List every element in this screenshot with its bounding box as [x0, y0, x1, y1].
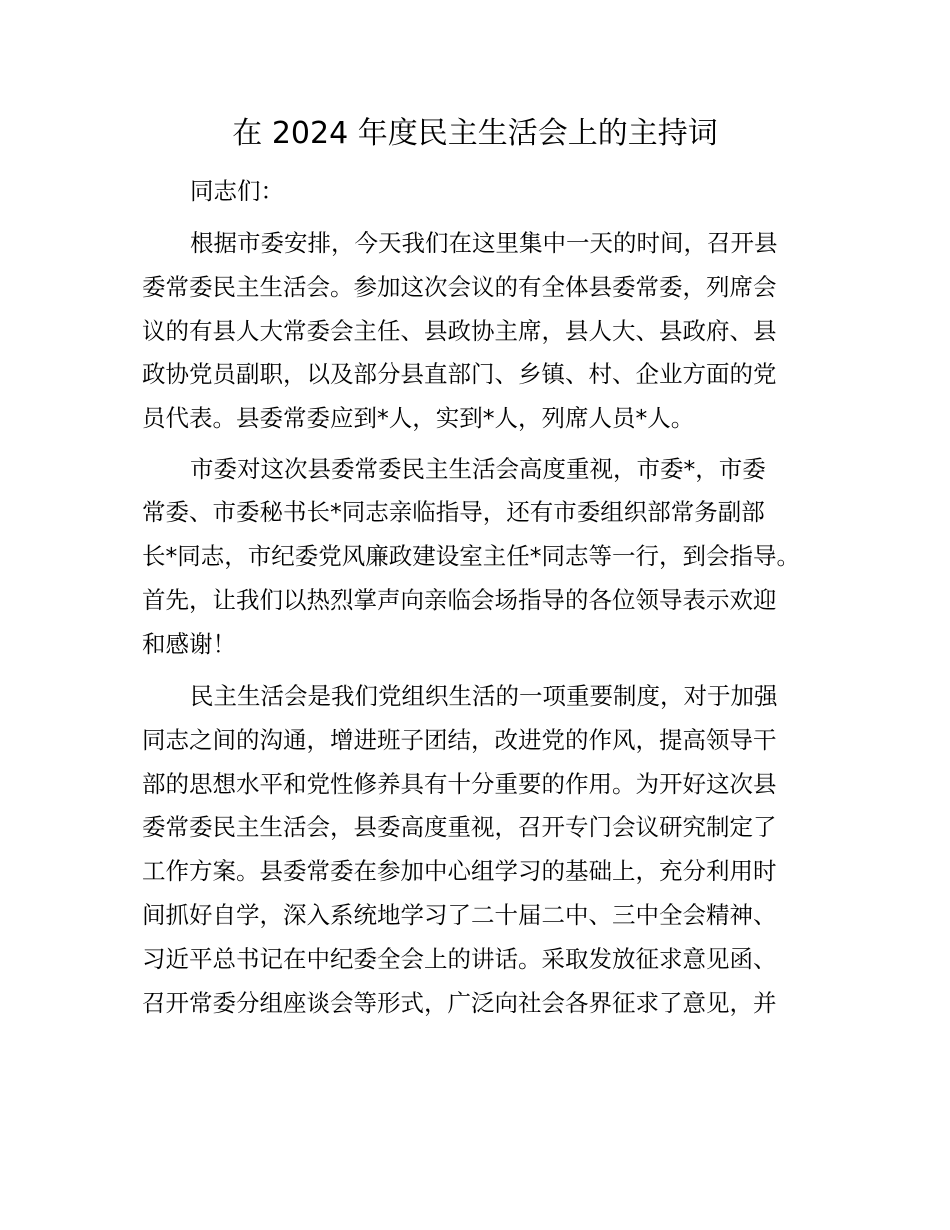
paragraph-2-line-5: 和感谢！ [142, 630, 236, 658]
paragraph-1-line-2: 委常委民主生活会。参加这次会议的有全体县委常委，列席会 [142, 273, 777, 301]
paragraph-1-line-3: 议的有县人大常委会主任、县政协主席，县人大、县政府、县 [142, 317, 777, 345]
paragraph-2-line-3: 长*同志，市纪委党风廉政建设室主任*同志等一行，到会指导。 [142, 542, 800, 570]
salutation: 同志们： [190, 177, 284, 205]
paragraph-3-line-4: 委常委民主生活会，县委高度重视，召开专门会议研究制定了 [142, 813, 777, 841]
paragraph-1-line-5: 员代表。县委常委应到*人，实到*人，列席人员*人。 [142, 404, 695, 432]
paragraph-3-line-8: 召开常委分组座谈会等形式，广泛向社会各界征求了意见，并 [142, 989, 777, 1017]
paragraph-3-line-2: 同志之间的沟通，增进班子团结，改进党的作风，提高领导干 [142, 726, 777, 754]
paragraph-3-line-6: 间抓好自学，深入系统地学习了二十届二中、三中全会精神、 [142, 901, 777, 929]
paragraph-3-line-3: 部的思想水平和党性修养具有十分重要的作用。为开好这次县 [142, 770, 777, 798]
paragraph-3-line-5: 工作方案。县委常委在参加中心组学习的基础上，充分利用时 [142, 857, 777, 885]
document-title: 在 2024 年度民主生活会上的主持词 [232, 116, 718, 151]
paragraph-1-line-1: 根据市委安排，今天我们在这里集中一天的时间，召开县 [190, 229, 778, 257]
paragraph-2-line-1: 市委对这次县委常委民主生活会高度重视，市委*，市委 [190, 455, 766, 483]
paragraph-2-line-4: 首先，让我们以热烈掌声向亲临会场指导的各位领导表示欢迎 [142, 586, 777, 614]
paragraph-3-line-7: 习近平总书记在中纪委全会上的讲话。采取发放征求意见函、 [142, 945, 777, 973]
paragraph-2-line-2: 常委、市委秘书长*同志亲临指导，还有市委组织部常务副部 [142, 498, 765, 526]
paragraph-3-line-1: 民主生活会是我们党组织生活的一项重要制度，对于加强 [190, 682, 778, 710]
paragraph-1-line-4: 政协党员副职，以及部分县直部门、乡镇、村、企业方面的党 [142, 360, 777, 388]
